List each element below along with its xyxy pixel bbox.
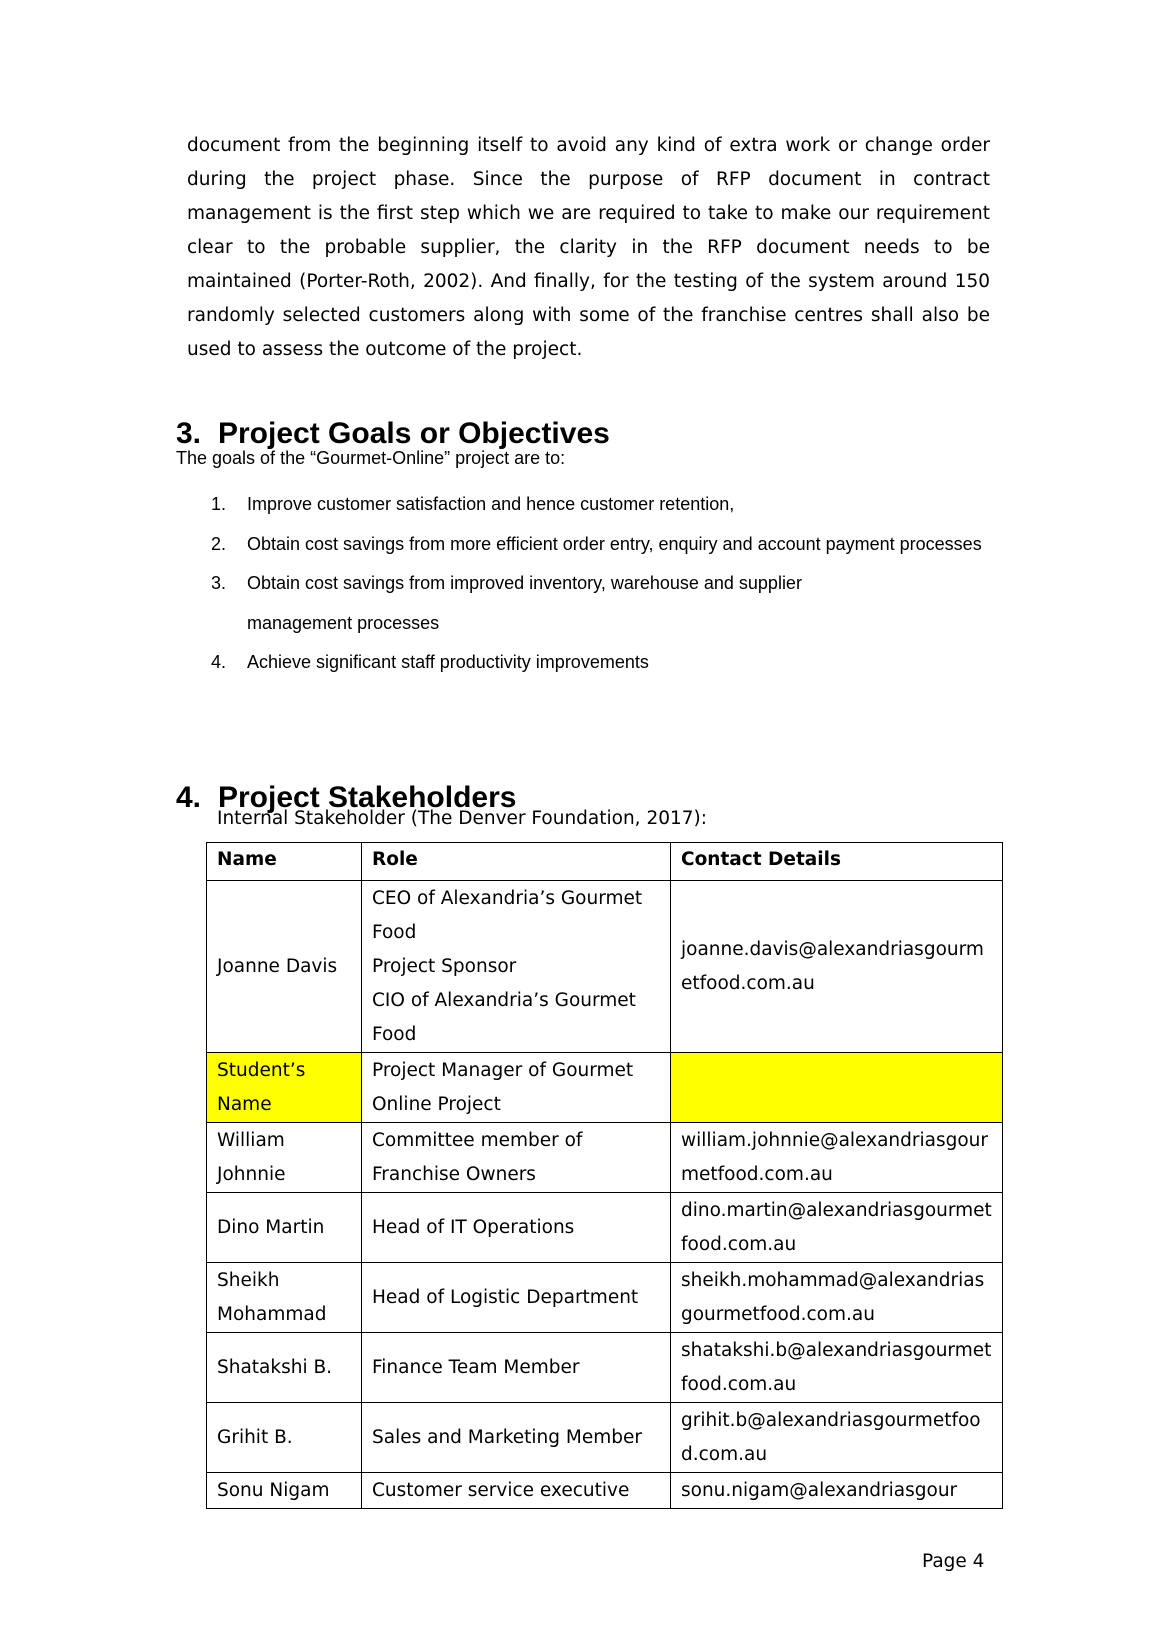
cell-name: Sonu Nigam <box>207 1473 362 1509</box>
cell-contact: dino.martin@alexandriasgourmetfood.com.au <box>671 1193 1003 1263</box>
list-item <box>211 564 991 643</box>
list-item <box>211 485 991 525</box>
cell-name: Dino Martin <box>207 1193 362 1263</box>
goals-intro: The goals of the “Gourmet-Online” project are to: <box>176 448 566 468</box>
role-line: Project Manager of Gourmet Online Project <box>372 1059 634 1115</box>
cell-name: Joanne Davis <box>207 881 362 1053</box>
list-item-text: Achieve significant staff productivity improvements <box>247 652 649 672</box>
list-item-number: 3. <box>211 573 227 593</box>
cell-contact <box>671 1053 1003 1123</box>
table-row <box>207 1473 1003 1509</box>
cell-contact: sonu.nigam@alexandriasgour <box>671 1473 1003 1509</box>
role-line: CIO of Alexandria’s Gourmet Food <box>372 989 636 1045</box>
role-line: Finance Team Member <box>372 1356 580 1378</box>
table-caption: Internal Stakeholder (The Denver Foundation, 2017): <box>217 808 707 829</box>
cell-name: Shatakshi B. <box>207 1333 362 1403</box>
column-header-contact: Contact Details <box>671 843 1003 881</box>
list-item-text: Obtain cost savings from improved inventory, warehouse and supplier management processes <box>247 573 802 633</box>
role-line: Project Sponsor <box>372 955 517 977</box>
role-line: Head of IT Operations <box>372 1216 575 1238</box>
cell-contact: shatakshi.b@alexandriasgourmetfood.com.au <box>671 1333 1003 1403</box>
cell-contact: william.johnnie@alexandriasgourmetfood.com.au <box>671 1123 1003 1193</box>
cell-name: Sheikh Mohammad <box>207 1263 362 1333</box>
cell-role <box>362 1333 671 1403</box>
table-row <box>207 881 1003 1053</box>
list-item-text: Improve customer satisfaction and hence customer retention, <box>247 494 735 514</box>
section-4-title: Project Stakeholders <box>218 780 517 814</box>
stakeholder-table <box>206 842 1003 1509</box>
list-item <box>211 525 991 565</box>
section-4-number: 4. <box>176 780 202 814</box>
cell-role <box>362 881 671 1053</box>
table-row <box>207 1333 1003 1403</box>
cell-role <box>362 1403 671 1473</box>
cell-role <box>362 1053 671 1123</box>
cell-role <box>362 1123 671 1193</box>
column-header-name: Name <box>207 843 362 881</box>
cell-contact: grihit.b@alexandriasgourmetfood.com.au <box>671 1403 1003 1473</box>
table-row <box>207 1193 1003 1263</box>
role-line: Sales and Marketing Member <box>372 1426 642 1448</box>
section-3-title: Project Goals or Objectives <box>218 416 610 450</box>
table-row <box>207 1403 1003 1473</box>
list-item-number: 2. <box>211 533 227 554</box>
cell-role <box>362 1193 671 1263</box>
table-row <box>207 1053 1003 1123</box>
cell-contact: joanne.davis@alexandriasgourmetfood.com.au <box>671 881 1003 1053</box>
page-number: Page 4 <box>922 1551 985 1572</box>
cell-role <box>362 1263 671 1333</box>
cell-role <box>362 1473 671 1509</box>
list-item-number: 4. <box>211 652 227 672</box>
role-line: Head of Logistic Department <box>372 1286 639 1308</box>
section-3-number: 3. <box>176 416 202 450</box>
role-line: Committee member of Franchise Owners <box>372 1129 583 1185</box>
cell-name: Student’s Name <box>207 1053 362 1123</box>
list-item-number: 1. <box>211 494 227 514</box>
cell-contact: sheikh.mohammad@alexandriasgourmetfood.com.au <box>671 1263 1003 1333</box>
intro-paragraph: document from the beginning itself to avoid any kind of extra work or change order during the project phase. Since the purpose of RFP document in contract management is the first step which we are required to take to make our requirement clear to the probable supplier, the clarity in the RFP document needs to be maintained (Porter-Roth, 2002). And finally, for the testing of the system around 150 randomly selected customers along with some of the franchise centres shall also be used to assess the outcome of the project. <box>187 134 990 360</box>
role-line: Customer service executive <box>372 1479 630 1501</box>
column-header-role: Role <box>362 843 671 881</box>
cell-name: William Johnnie <box>207 1123 362 1193</box>
cell-name: Grihit B. <box>207 1403 362 1473</box>
table-row <box>207 1263 1003 1333</box>
list-item <box>211 643 991 683</box>
table-row <box>207 1123 1003 1193</box>
table-header-row <box>207 843 1003 881</box>
role-line: CEO of Alexandria’s Gourmet Food <box>372 887 643 943</box>
list-item-text: Obtain cost savings from more efficient order entry, enquiry and account payment processes <box>247 533 982 554</box>
goals-list <box>211 485 991 683</box>
